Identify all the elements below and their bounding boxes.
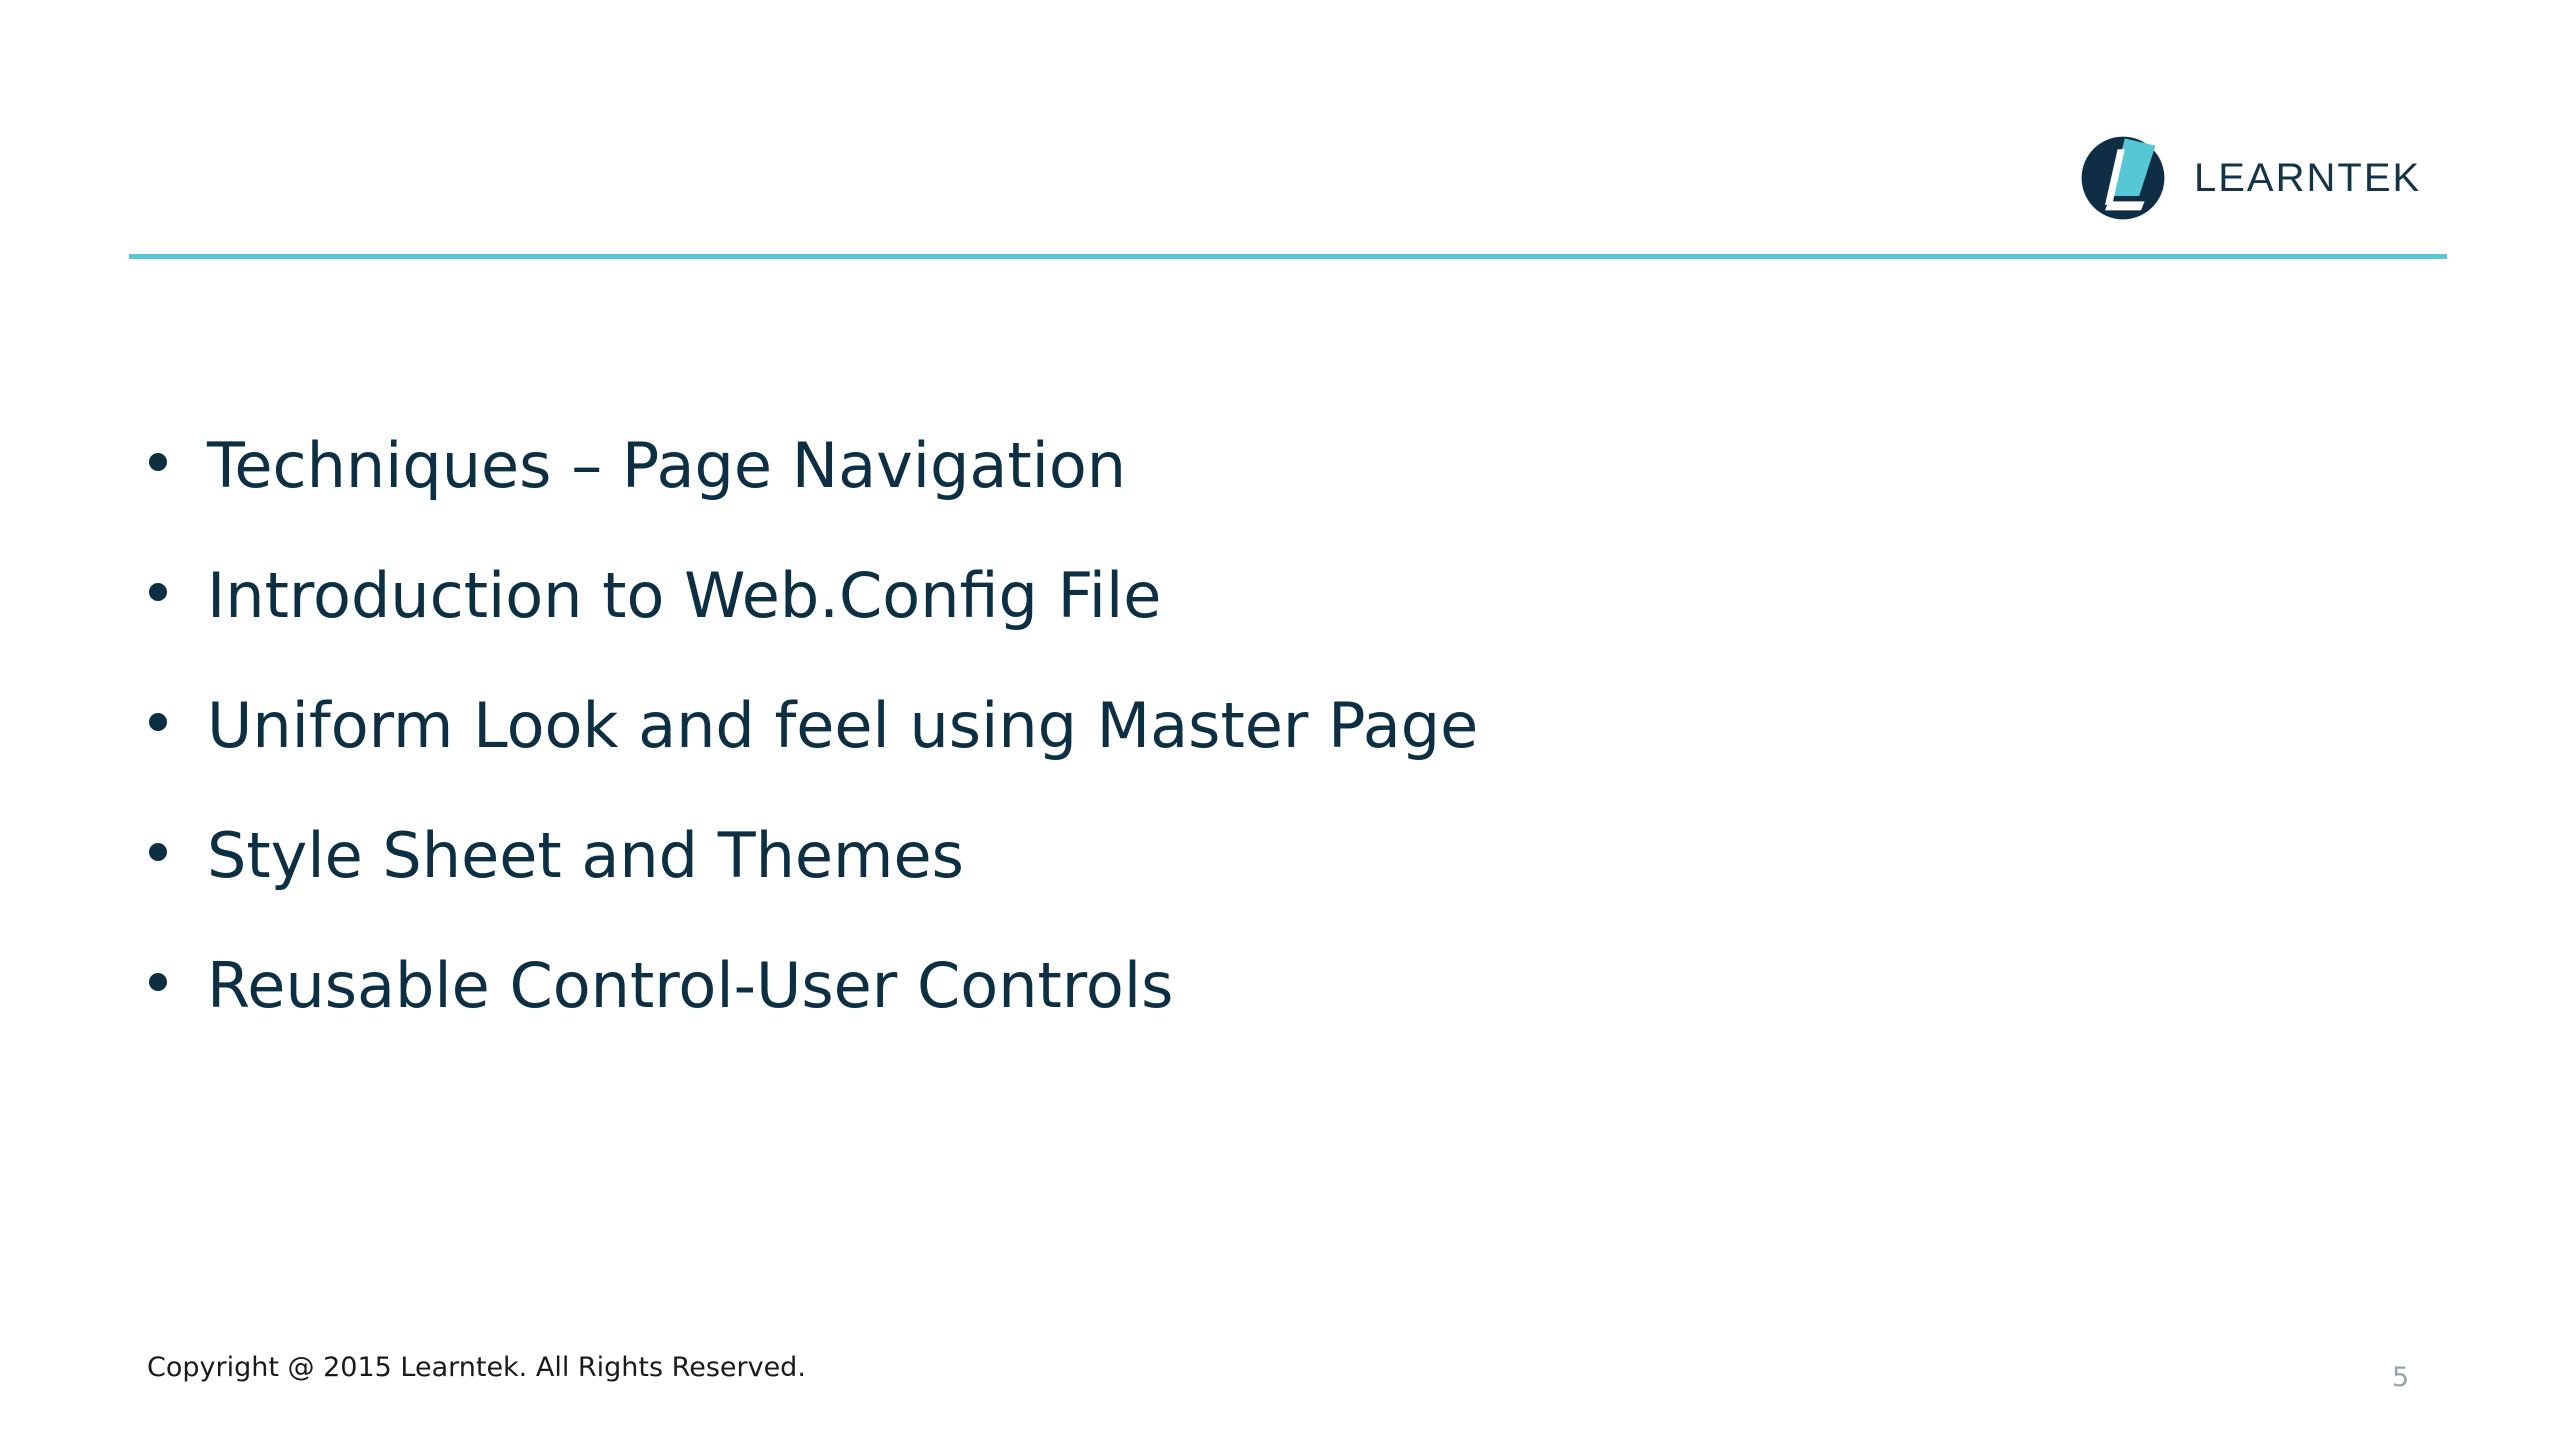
bullet-text: Techniques – Page Navigation — [207, 428, 1127, 502]
learntek-logo-icon — [2078, 133, 2168, 223]
bullet-item — [145, 660, 2245, 790]
bullet-icon — [149, 843, 167, 861]
bullet-icon — [149, 583, 167, 601]
bullet-text: Reusable Control-User Controls — [207, 948, 1174, 1022]
bullet-icon — [149, 453, 167, 471]
bullet-list — [145, 400, 2245, 1050]
bullet-text: Uniform Look and feel using Master Page — [207, 688, 1479, 762]
brand-logo — [2078, 130, 2448, 226]
bullet-item — [145, 920, 2245, 1050]
bullet-item — [145, 400, 2245, 530]
header-divider — [129, 254, 2447, 259]
logo-text: LEARNTEK — [2194, 156, 2422, 200]
bullet-item — [145, 790, 2245, 920]
bullet-text: Introduction to Web.Config File — [207, 558, 1162, 632]
bullet-icon — [149, 713, 167, 731]
bullet-item — [145, 530, 2245, 660]
bullet-text: Style Sheet and Themes — [207, 818, 964, 892]
copyright-text: Copyright @ 2015 Learntek. All Rights Reserved. — [147, 1352, 806, 1383]
page-number: 5 — [2392, 1362, 2410, 1393]
bullet-icon — [149, 973, 167, 991]
